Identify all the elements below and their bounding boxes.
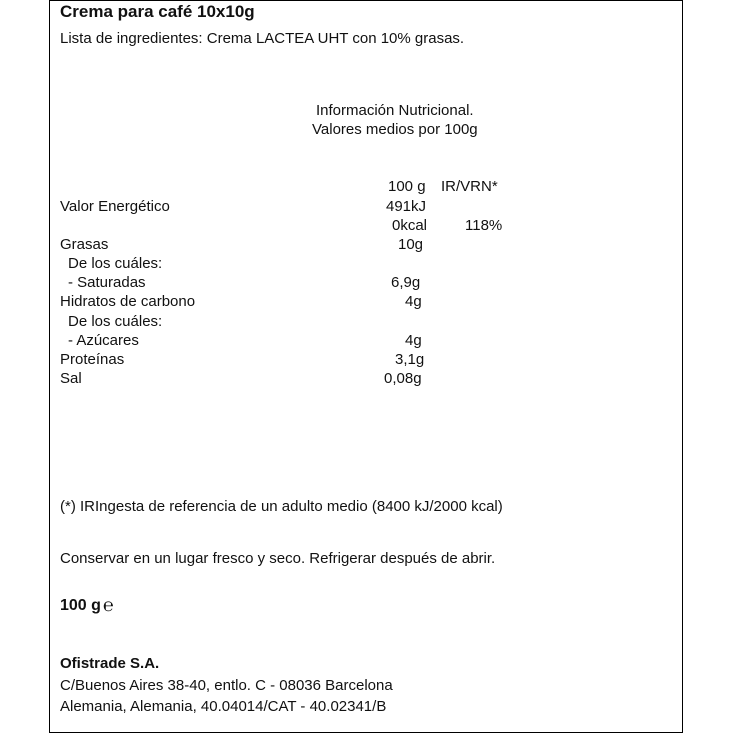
row-label-protein: Proteínas xyxy=(60,351,125,368)
estimated-sign-icon: ℮ xyxy=(102,595,114,615)
row-value-energy-kcal: 0kcal xyxy=(392,217,428,234)
column-header-ir: IR/VRN* xyxy=(441,178,498,195)
nutrition-heading: Información Nutricional. xyxy=(316,102,474,119)
row-value-carbs: 4g xyxy=(405,293,422,310)
row-ir-energy: 118% xyxy=(465,217,503,234)
row-label-fat: Grasas xyxy=(60,236,109,253)
row-value-energy-kj: 491kJ xyxy=(386,198,427,215)
nutrition-subheading: Valores medios por 100g xyxy=(312,121,478,138)
product-title: Crema para café 10x10g xyxy=(60,2,255,21)
row-value-fat: 10g xyxy=(398,236,424,253)
company-address-line2: Alemania, Alemania, 40.04014/CAT - 40.02341/B xyxy=(60,698,387,715)
row-label-carbs: Hidratos de carbono xyxy=(60,293,196,310)
net-weight-value: 100 g xyxy=(60,597,101,614)
company-address-line1: C/Buenos Aires 38-40, entlo. C - 08036 Barcelona xyxy=(60,677,393,694)
row-label-fat-of-which: De los cuáles: xyxy=(68,255,163,272)
storage-instructions: Conservar en un lugar fresco y seco. Refrigerar después de abrir. xyxy=(60,550,496,567)
row-value-saturated: 6,9g xyxy=(391,274,421,291)
row-label-salt: Sal xyxy=(60,370,82,387)
row-label-saturated: - Saturadas xyxy=(68,274,146,291)
row-value-protein: 3,1g xyxy=(395,351,425,368)
row-label-energy: Valor Energético xyxy=(60,198,170,215)
ingredients-list: Lista de ingredientes: Crema LACTEA UHT con 10% grasas. xyxy=(60,30,465,47)
net-weight xyxy=(60,595,114,615)
row-value-salt: 0,08g xyxy=(384,370,422,387)
row-label-sugars: - Azúcares xyxy=(68,332,139,349)
column-header-100g: 100 g xyxy=(388,178,426,195)
footnote: (*) IRIngesta de referencia de un adulto medio (8400 kJ/2000 kcal) xyxy=(60,498,503,515)
company-name: Ofistrade S.A. xyxy=(60,655,160,672)
row-value-sugars: 4g xyxy=(405,332,422,349)
row-label-carbs-of-which: De los cuáles: xyxy=(68,313,163,330)
